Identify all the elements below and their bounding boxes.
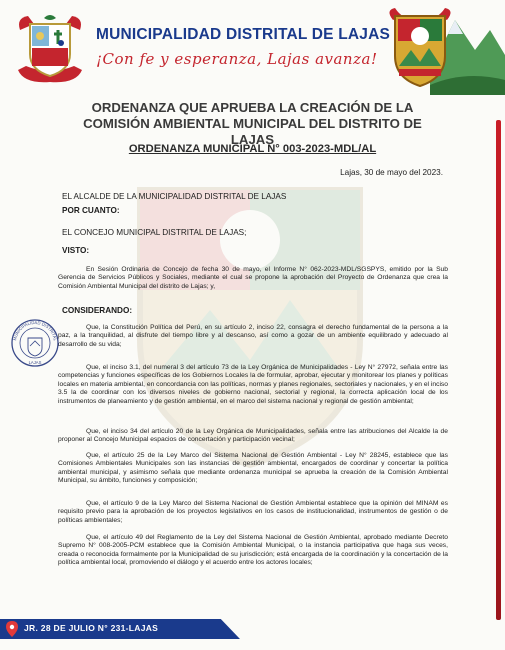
svg-text:LAJAS: LAJAS (28, 360, 42, 365)
lajas-coat-of-arms-icon (385, 6, 455, 88)
mayor-line: EL ALCALDE DE LA MUNICIPALIDAD DISTRITAL DE LAJAS (62, 192, 287, 201)
peru-coat-of-arms-icon (14, 10, 86, 84)
footer (0, 610, 505, 650)
municipality-name: MUNICIPALIDAD DISTRITAL DE LAJAS (96, 26, 391, 43)
footer-address: JR. 28 DE JULIO N° 231-LAJAS (24, 623, 159, 633)
paragraph-3: Que, el inciso 34 del artículo 20 de la Ley Orgánica de Municipalidades, señala entre las atribuciones del Alcalde la de proponer al Concejo Municipal espacios de concertación y participación vecinal; (58, 428, 448, 444)
paragraph-4: Que, el artículo 25 de la Ley Marco del Sistema Nacional de Gestión Ambiental - Ley N° 28245, establece que las Comisiones Ambientales Municipales son las instancias de gestión ambiental, encargados de coordinar y concertar la política ambiental municipal, y asimismo señala que mediante ordenanza municipal se aprueba la creación de la Comisión Ambiental Municipal, su ámbito, funciones y composición; (58, 452, 448, 485)
paragraph-6: Que, el artículo 49 del Reglamento de la Ley del Sistema Nacional de Gestión Ambiental, aprobado mediante Decreto Supremo N° 008-2005-PCM establece que la Comisión Ambiental Municipal, o la instancia participativa que haga sus veces, creada o reconocida formalmente por la Municipalidad de su jurisdicción; está encargada de la coordinación y la concertación de la política ambiental local, promoviendo el diálogo y el acuerdo entre los actores locales; (58, 534, 448, 567)
paragraph-5: Que, el artículo 9 de la Ley Marco del Sistema Nacional de Gestión Ambiental establece que la opinión del MINAM es requisito previo para la aprobación de los proyectos legislativos en los casos de institucionalidad, instrumentos de gestión o de políticas ambientales; (58, 500, 448, 524)
letterhead (0, 0, 505, 92)
ordinance-number: ORDENANZA MUNICIPAL N° 003-2023-MDL/AL (128, 143, 377, 155)
por-cuanto-label: POR CUANTO: (62, 206, 120, 215)
blue-dot-icon (58, 40, 64, 46)
slogan: ¡Con fe y esperanza, Lajas avanza! (96, 50, 378, 68)
paragraph-1: Que, la Constitución Política del Perú, en su artículo 2, inciso 22, consagra el derecho fundamental de la persona a la paz, a la tranquilidad, al disfrute del tiempo libre y al descanso, así como a gozar de un ambiente equilibrado y adecuado al desarrollo de su vida; (58, 324, 448, 348)
visto-paragraph: En Sesión Ordinaria de Concejo de fecha 30 de mayo, el Informe N° 062-2023-MDL/SGSPYS, emitido por la Sub Gerencia de Servicios Públicos y Sociales, mediante el cual se propone la aprobación del Proyecto de Ordenanza que crea la Comisión Ambiental Municipal del distrito de Lajas; y, (58, 266, 448, 290)
svg-text:MUNICIPALIDAD DISTRITAL: MUNICIPALIDAD DISTRITAL (12, 319, 58, 342)
coat-of-arms-watermark (120, 170, 380, 470)
council-line: EL CONCEJO MUNICIPAL DISTRITAL DE LAJAS; (62, 228, 247, 237)
visto-label: VISTO: (62, 246, 90, 255)
location-pin-icon (6, 621, 18, 637)
considerando-label: CONSIDERANDO: (62, 306, 133, 315)
red-margin-bar (496, 120, 501, 620)
paragraph-2: Que, el inciso 3.1, del numeral 3 del artículo 73 de la Ley Orgánica de Municipalidades - Ley N° 27972, señala entre las competencias y funciones específicas de los Gobiernos Locales la de formular, aprobar, ejecutar y monitorear los planes y políticas locales en materia ambiental, en concordancia con las políticas, normas y planes regionales, sectoriales y nacionales, y en el inciso 3.5 la de coordinar con los diversos niveles de gobierno nacional, sectorial y regional, la correcta aplicación local de los instrumentos de planeamiento y de gestión ambiental, en el marco del sistema nacional y regional de gestión ambiental; (58, 364, 448, 405)
municipal-seal-stamp (10, 318, 60, 368)
document-date: Lajas, 30 de mayo del 2023. (340, 168, 443, 177)
document-title: ORDENANZA QUE APRUEBA LA CREACIÓN DE LA COMISIÓN AMBIENTAL MUNICIPAL DEL DISTRITO DE LAJAS (83, 100, 422, 147)
